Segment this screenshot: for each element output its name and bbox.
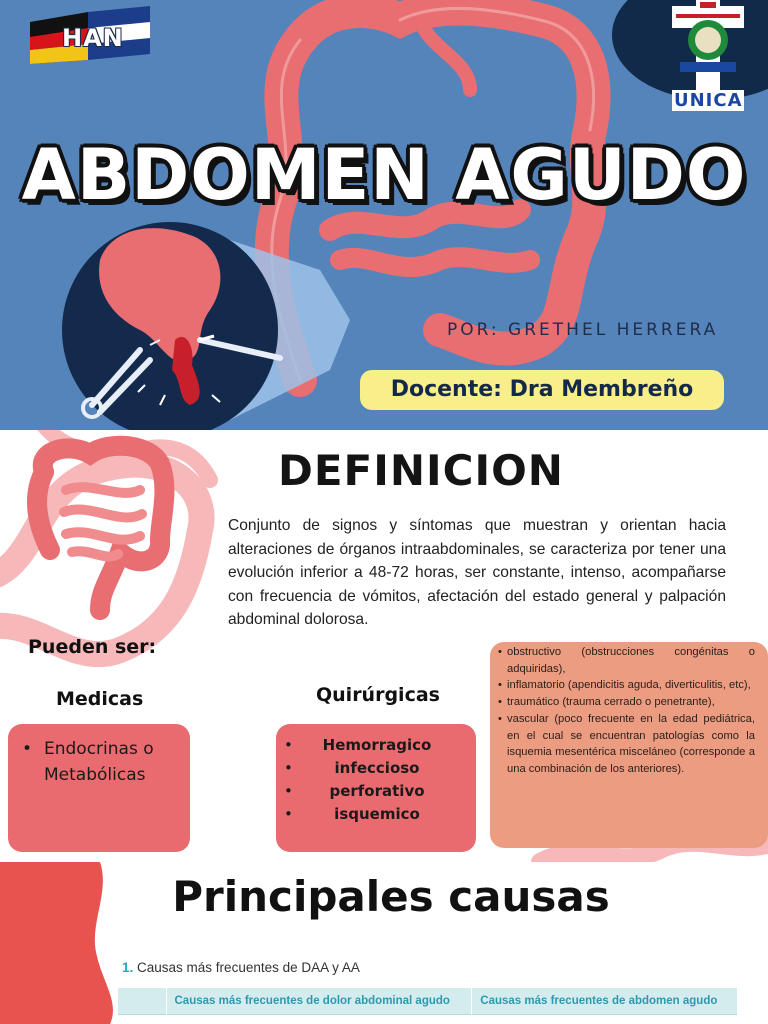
list-item: • traumático (trauma cerrado o penetrante),	[497, 694, 755, 711]
table-header-row	[118, 988, 738, 1014]
unica-logo-text: UNICA	[674, 90, 743, 111]
list-item: • isquemico	[282, 803, 472, 826]
table-header-dolor: Causas más frecuentes de dolor abdominal agudo	[166, 988, 472, 1014]
author-name: POR: GRETHEL HERRERA	[447, 320, 719, 340]
list-item: • Endocrinas o Metabólicas	[20, 736, 190, 788]
table-header-abdomen: Causas más frecuentes de abdomen agudo	[472, 988, 738, 1014]
medicas-heading: Medicas	[56, 688, 144, 710]
list-item: • perforativo	[282, 780, 472, 803]
list-item: • inflamatorio (apendicitis aguda, diverticulitis, etc),	[497, 677, 755, 694]
causes-table	[118, 988, 738, 1024]
list-item: • Hemorragico	[282, 734, 472, 757]
table-caption-number: 1.	[122, 960, 134, 975]
cover-slide	[0, 0, 768, 430]
causes-slide	[0, 862, 768, 1024]
list-item: • vascular (poco frecuente en la edad pediátrica, en el cual se encuentran patologías como la isquemia mesentérica misceláneo (corresponde a una combinación de los anteriores).	[497, 711, 755, 778]
causes-title: Principales causas	[172, 872, 610, 921]
list-item: • obstructivo (obstrucciones congénitas o adquiridas),	[497, 644, 755, 677]
cover-title: ABDOMEN AGUDO	[21, 134, 747, 216]
quirurgicas-heading: Quirúrgicas	[316, 684, 440, 706]
definition-text: Conjunto de signos y síntomas que muestran y orientan hacia alteraciones de órganos intraabdominales, se caracteriza por tener una evolución inferior a 48-72 horas, ser constante, intenso, acompañarse con frecuencia de vómitos, afectación del estado general y palpación abdominal dolorosa.	[228, 517, 726, 628]
definition-slide	[0, 430, 768, 862]
han-logo-text: HAN	[62, 24, 124, 52]
quirurgicas-list	[282, 734, 472, 826]
teacher-label: Docente: Dra Membreño	[390, 377, 694, 402]
definition-title: DEFINICION	[278, 446, 564, 495]
table-caption	[122, 960, 360, 975]
types-list	[497, 644, 755, 778]
list-item: • infeccioso	[282, 757, 472, 780]
pueden-ser-label: Pueden ser:	[28, 636, 157, 658]
table-header-stub	[118, 988, 166, 1014]
table-caption-text: Causas más frecuentes de DAA y AA	[137, 960, 360, 975]
medicas-list	[20, 736, 190, 788]
table-row	[118, 1014, 738, 1024]
crest-icon	[670, 0, 746, 92]
